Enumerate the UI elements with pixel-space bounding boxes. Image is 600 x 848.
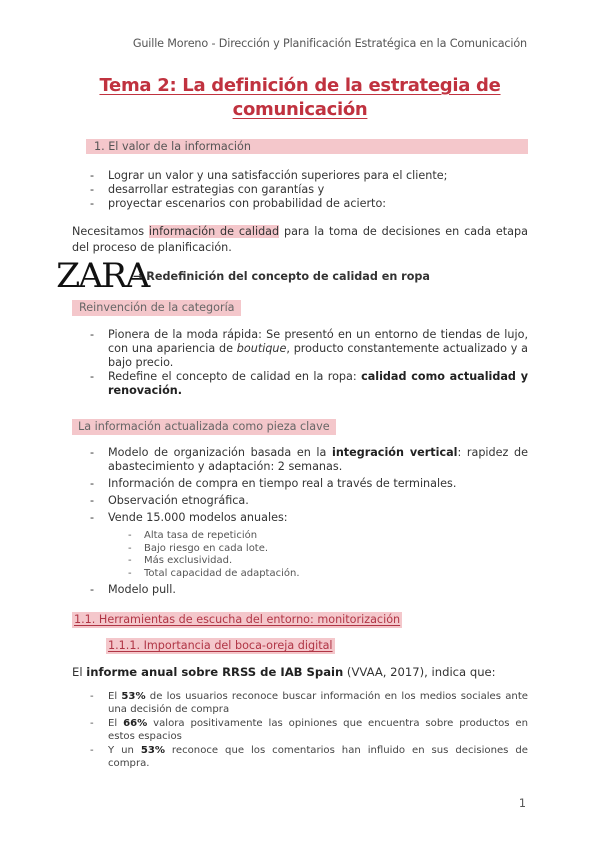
item-text: El: [108, 691, 122, 702]
section-heading-valor-informacion: 1. El valor de la información: [86, 139, 528, 154]
title-line-1: Tema 2: La definición de la estrategia de: [99, 75, 501, 96]
list-item: - Observación etnográfica.: [90, 494, 528, 508]
item-italic: boutique: [236, 342, 287, 355]
item-text: valora positivamente las opiniones que encuentra sobre productos en estos espacios: [108, 718, 528, 742]
highlighted-phrase: información de calidad: [148, 225, 280, 238]
stat-value: 53%: [140, 745, 165, 756]
reinvencion-bullet-list: [90, 328, 528, 398]
zara-logo: ZARA: [56, 256, 149, 296]
informe-stats-list: [90, 691, 528, 772]
para-text: Necesitamos: [72, 225, 149, 238]
list-item: - Bajo riesgo en cada lote.: [128, 543, 300, 556]
item-text: El: [108, 718, 124, 729]
title-line-2: comunicación: [232, 99, 368, 120]
para-bold: informe anual sobre RRSS de IAB Spain: [86, 665, 344, 679]
list-item: - Vende 15.000 modelos anuales:: [90, 511, 528, 525]
item-text: Modelo de organización basada en la: [108, 446, 332, 459]
para-text: para la toma de decisiones en cada etapa del proceso de planificación.: [72, 225, 528, 254]
item-bold: calidad como actualidad y renovación.: [108, 370, 528, 397]
item-bold: integración vertical: [332, 446, 458, 459]
para-text: El: [72, 665, 87, 679]
list-item: - Información de compra en tiempo real a través de terminales.: [90, 477, 528, 491]
list-item: [90, 718, 528, 743]
list-item: - Modelo pull.: [90, 583, 176, 597]
item-text: Pionera de la moda rápida: Se presentó en un entorno de tiendas de lujo, con una apariencia de: [108, 328, 528, 355]
list-item: [90, 328, 528, 370]
page-number: 1: [518, 797, 526, 810]
item-text: reconoce que los comentarios han influido en sus decisiones de compra.: [108, 745, 528, 769]
valor-bullet-list: [90, 169, 447, 211]
stat-value: 53%: [121, 691, 146, 702]
item-text: Redefine el concepto de calidad en la ropa:: [108, 370, 362, 383]
list-item: - desarrollar estrategias con garantías y: [90, 183, 447, 197]
page-title: [72, 74, 528, 122]
list-item: - Lograr un valor y una satisfacción superiores para el cliente;: [90, 169, 447, 183]
subheading-informacion-actualizada: La información actualizada como pieza clave: [72, 419, 336, 435]
running-header: Guille Moreno - Dirección y Planificación Estratégica en la Comunicación: [132, 37, 527, 50]
item-text: : rapidez de abastecimiento y adaptación: 2 semanas.: [108, 446, 528, 473]
list-item: - Total capacidad de adaptación.: [128, 568, 300, 581]
list-item: [90, 446, 528, 474]
section-heading-herramientas: 1.1. Herramientas de escucha del entorno: monitorización: [74, 613, 401, 626]
list-item: [90, 370, 528, 398]
modelo-pull-list: [90, 583, 176, 597]
section-heading-boca-oreja: 1.1.1. Importancia del boca-oreja digital: [108, 639, 333, 652]
list-item: - Más exclusividad.: [128, 555, 300, 568]
informe-intro: [72, 664, 528, 680]
informacion-bullet-list: [90, 446, 528, 525]
item-text: de los usuarios reconoce buscar información en los medios sociales ante una decisión de compra: [108, 691, 528, 715]
list-item: - proyectar escenarios con probabilidad de acierto:: [90, 197, 447, 211]
zara-caption: → Redefinición del concepto de calidad en ropa: [133, 270, 430, 283]
subheading-reinvencion: Reinvención de la categoría: [72, 300, 241, 316]
modelos-sub-list: [128, 530, 300, 580]
list-item: - Alta tasa de repetición: [128, 530, 300, 543]
para-text: (VVAA, 2017), indica que:: [343, 665, 496, 679]
item-text: Y un: [108, 745, 141, 756]
calidad-paragraph: [72, 224, 528, 256]
item-text: , producto constantemente actualizado y a bajo precio.: [108, 342, 528, 369]
list-item: [90, 745, 528, 770]
list-item: [90, 691, 528, 716]
stat-value: 66%: [123, 718, 148, 729]
